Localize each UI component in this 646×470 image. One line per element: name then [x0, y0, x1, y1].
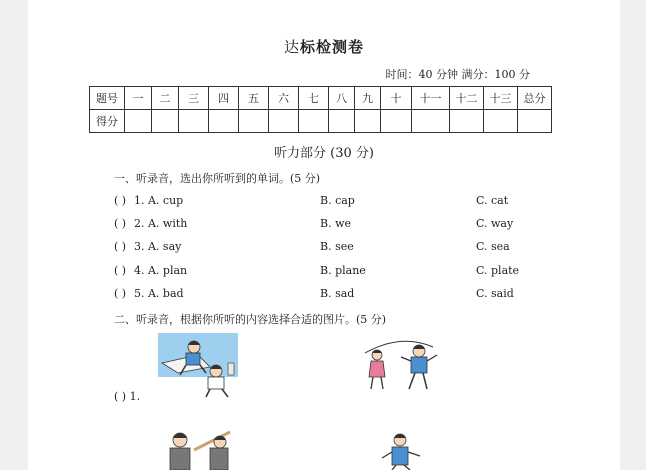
header-cell: 十三: [484, 87, 518, 110]
score-value-row: [90, 110, 552, 133]
time-info: 时间：40 分钟 满分：100 分: [385, 68, 530, 81]
header-cell: 十二: [450, 87, 484, 110]
score-cell[interactable]: [179, 110, 209, 133]
header-cell: 一: [125, 87, 152, 110]
answer-blank[interactable]: ( ): [114, 240, 127, 253]
score-cell[interactable]: [484, 110, 518, 133]
header-cell: 九: [355, 87, 381, 110]
question-row: [114, 264, 574, 280]
title-prefix: 达: [283, 38, 300, 56]
option-c: C. way: [476, 217, 514, 230]
option-a: 1. A. cup: [134, 194, 184, 207]
skipping-rope-illustration: [361, 333, 443, 397]
header-cell: 十一: [412, 87, 450, 110]
option-a: 5. A. bad: [134, 287, 184, 300]
header-cell: 总分: [518, 87, 552, 110]
header-cell: 十: [381, 87, 412, 110]
header-cell: 六: [269, 87, 299, 110]
document-page: [28, 0, 620, 470]
question-row: [114, 240, 574, 256]
option-b: B. see: [320, 240, 354, 253]
score-cell[interactable]: [355, 110, 381, 133]
option-c: C. said: [476, 287, 514, 300]
header-cell: 三: [179, 87, 209, 110]
score-cell[interactable]: [329, 110, 355, 133]
page-title: [28, 36, 620, 57]
answer-blank[interactable]: ( ): [114, 217, 127, 230]
option-a: 4. A. plan: [134, 264, 188, 277]
title-main: 标检测卷: [300, 38, 365, 56]
score-table: [89, 86, 552, 133]
question-row: [114, 194, 574, 210]
score-cell[interactable]: [152, 110, 179, 133]
score-cell[interactable]: [269, 110, 299, 133]
option-b: B. cap: [320, 194, 355, 207]
option-b: B. plane: [320, 264, 366, 277]
section-title: 听力部分 (30 分): [274, 146, 374, 161]
answer-blank[interactable]: ( ): [114, 264, 127, 277]
score-cell[interactable]: [125, 110, 152, 133]
score-cell[interactable]: [299, 110, 329, 133]
option-b: B. we: [320, 217, 352, 230]
answer-blank[interactable]: ( ): [114, 194, 127, 207]
header-cell: 七: [299, 87, 329, 110]
option-c: C. plate: [476, 264, 520, 277]
score-cell[interactable]: [450, 110, 484, 133]
header-cell: 二: [152, 87, 179, 110]
score-cell[interactable]: [412, 110, 450, 133]
score-row-label: 得分: [90, 110, 125, 133]
answer-blank[interactable]: ( ): [114, 287, 127, 300]
question2-heading: 二、听录音，根据你所听的内容选择合适的图片。(5 分): [114, 313, 387, 326]
question1-heading: 一、听录音，选出你所听到的单词。(5 分): [114, 172, 321, 185]
option-a: 2. A. with: [134, 217, 188, 230]
header-cell: 八: [329, 87, 355, 110]
picture-answer-blank[interactable]: ( ) 1.: [114, 390, 141, 403]
score-header-row: [90, 87, 552, 110]
option-c: C. cat: [476, 194, 509, 207]
header-cell: 五: [239, 87, 269, 110]
baseball-boys-illustration: [158, 428, 242, 470]
header-cell: 四: [209, 87, 239, 110]
question-row: [114, 217, 574, 233]
option-b: B. sad: [320, 287, 355, 300]
score-cell[interactable]: [209, 110, 239, 133]
running-boy-illustration: [378, 430, 428, 470]
score-cell[interactable]: [239, 110, 269, 133]
option-a: 3. A. say: [134, 240, 182, 253]
score-cell[interactable]: [518, 110, 552, 133]
header-cell: 题号: [90, 87, 125, 110]
score-cell[interactable]: [381, 110, 412, 133]
picnic-boys-illustration: [158, 333, 238, 399]
option-c: C. sea: [476, 240, 510, 253]
question-row: [114, 287, 574, 303]
